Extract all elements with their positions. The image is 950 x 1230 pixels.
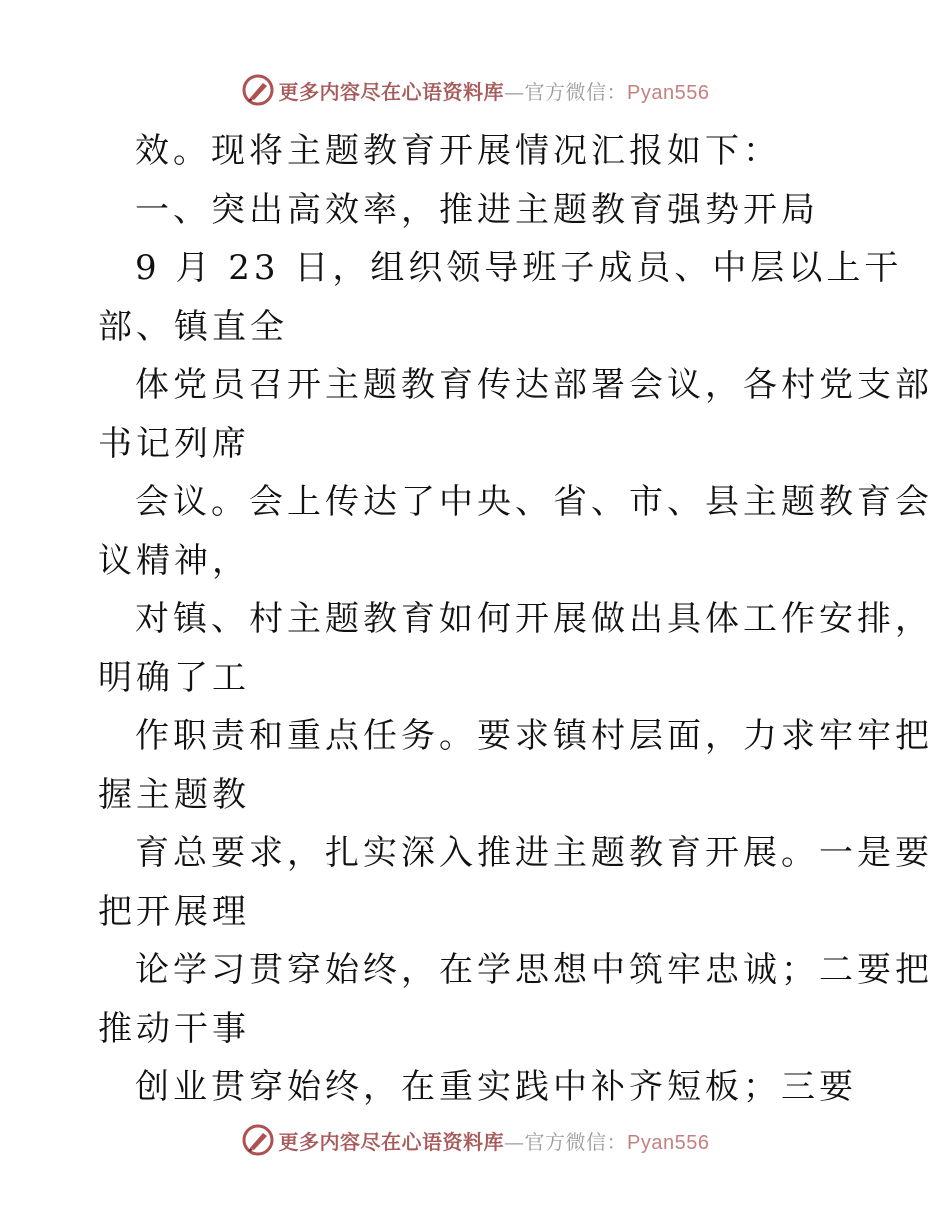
- text-line: 推动干事: [98, 1008, 250, 1049]
- footer-banner-sep: —官方微信：: [504, 1129, 628, 1154]
- text-line: 握主题教: [98, 774, 250, 815]
- text-line: 对镇、村主题教育如何开展做出具体工作安排，: [135, 599, 933, 639]
- text-line: 体党员召开主题教育传达部署会议，各村党支部: [135, 365, 933, 405]
- pen-logo-icon: [241, 73, 275, 107]
- text-line: 会议。会上传达了中央、省、市、县主题教育会: [135, 482, 933, 522]
- header-watermark-banner: [0, 70, 950, 110]
- text-line: 9 月 23 日，组织领导班子成员、中层以上干: [135, 248, 903, 288]
- header-banner-main: 更多内容尽在心语资料库: [278, 79, 505, 104]
- footer-watermark-banner: [0, 1120, 950, 1160]
- header-banner-text: [279, 76, 710, 105]
- text-line: 效。现将主题教育开展情况汇报如下：: [135, 131, 781, 171]
- footer-banner-main: 更多内容尽在心语资料库: [278, 1129, 505, 1154]
- text-line: 议精神，: [98, 540, 250, 581]
- header-banner-sep: —官方微信：: [504, 79, 628, 104]
- text-line: 把开展理: [98, 891, 250, 932]
- section-heading: 一、突出高效率，推进主题教育强势开局: [135, 189, 819, 230]
- text-line: 育总要求，扎实深入推进主题教育开展。一是要: [135, 833, 933, 873]
- text-line: 明确了工: [98, 657, 250, 698]
- header-banner-id: Pyan556: [627, 81, 710, 104]
- text-line: 作职责和重点任务。要求镇村层面，力求牢牢把: [135, 716, 933, 756]
- text-line: 书记列席: [98, 423, 250, 464]
- document-body: [98, 122, 933, 1117]
- text-line: 论学习贯穿始终，在学思想中筑牢忠诚；二要把: [135, 950, 933, 990]
- footer-banner-id: Pyan556: [627, 1131, 710, 1154]
- footer-banner-text: [279, 1126, 710, 1155]
- text-line: 创业贯穿始终，在重实践中补齐短板；三要: [135, 1067, 857, 1107]
- text-line: 部、镇直全: [98, 306, 288, 347]
- pen-logo-icon: [241, 1123, 275, 1157]
